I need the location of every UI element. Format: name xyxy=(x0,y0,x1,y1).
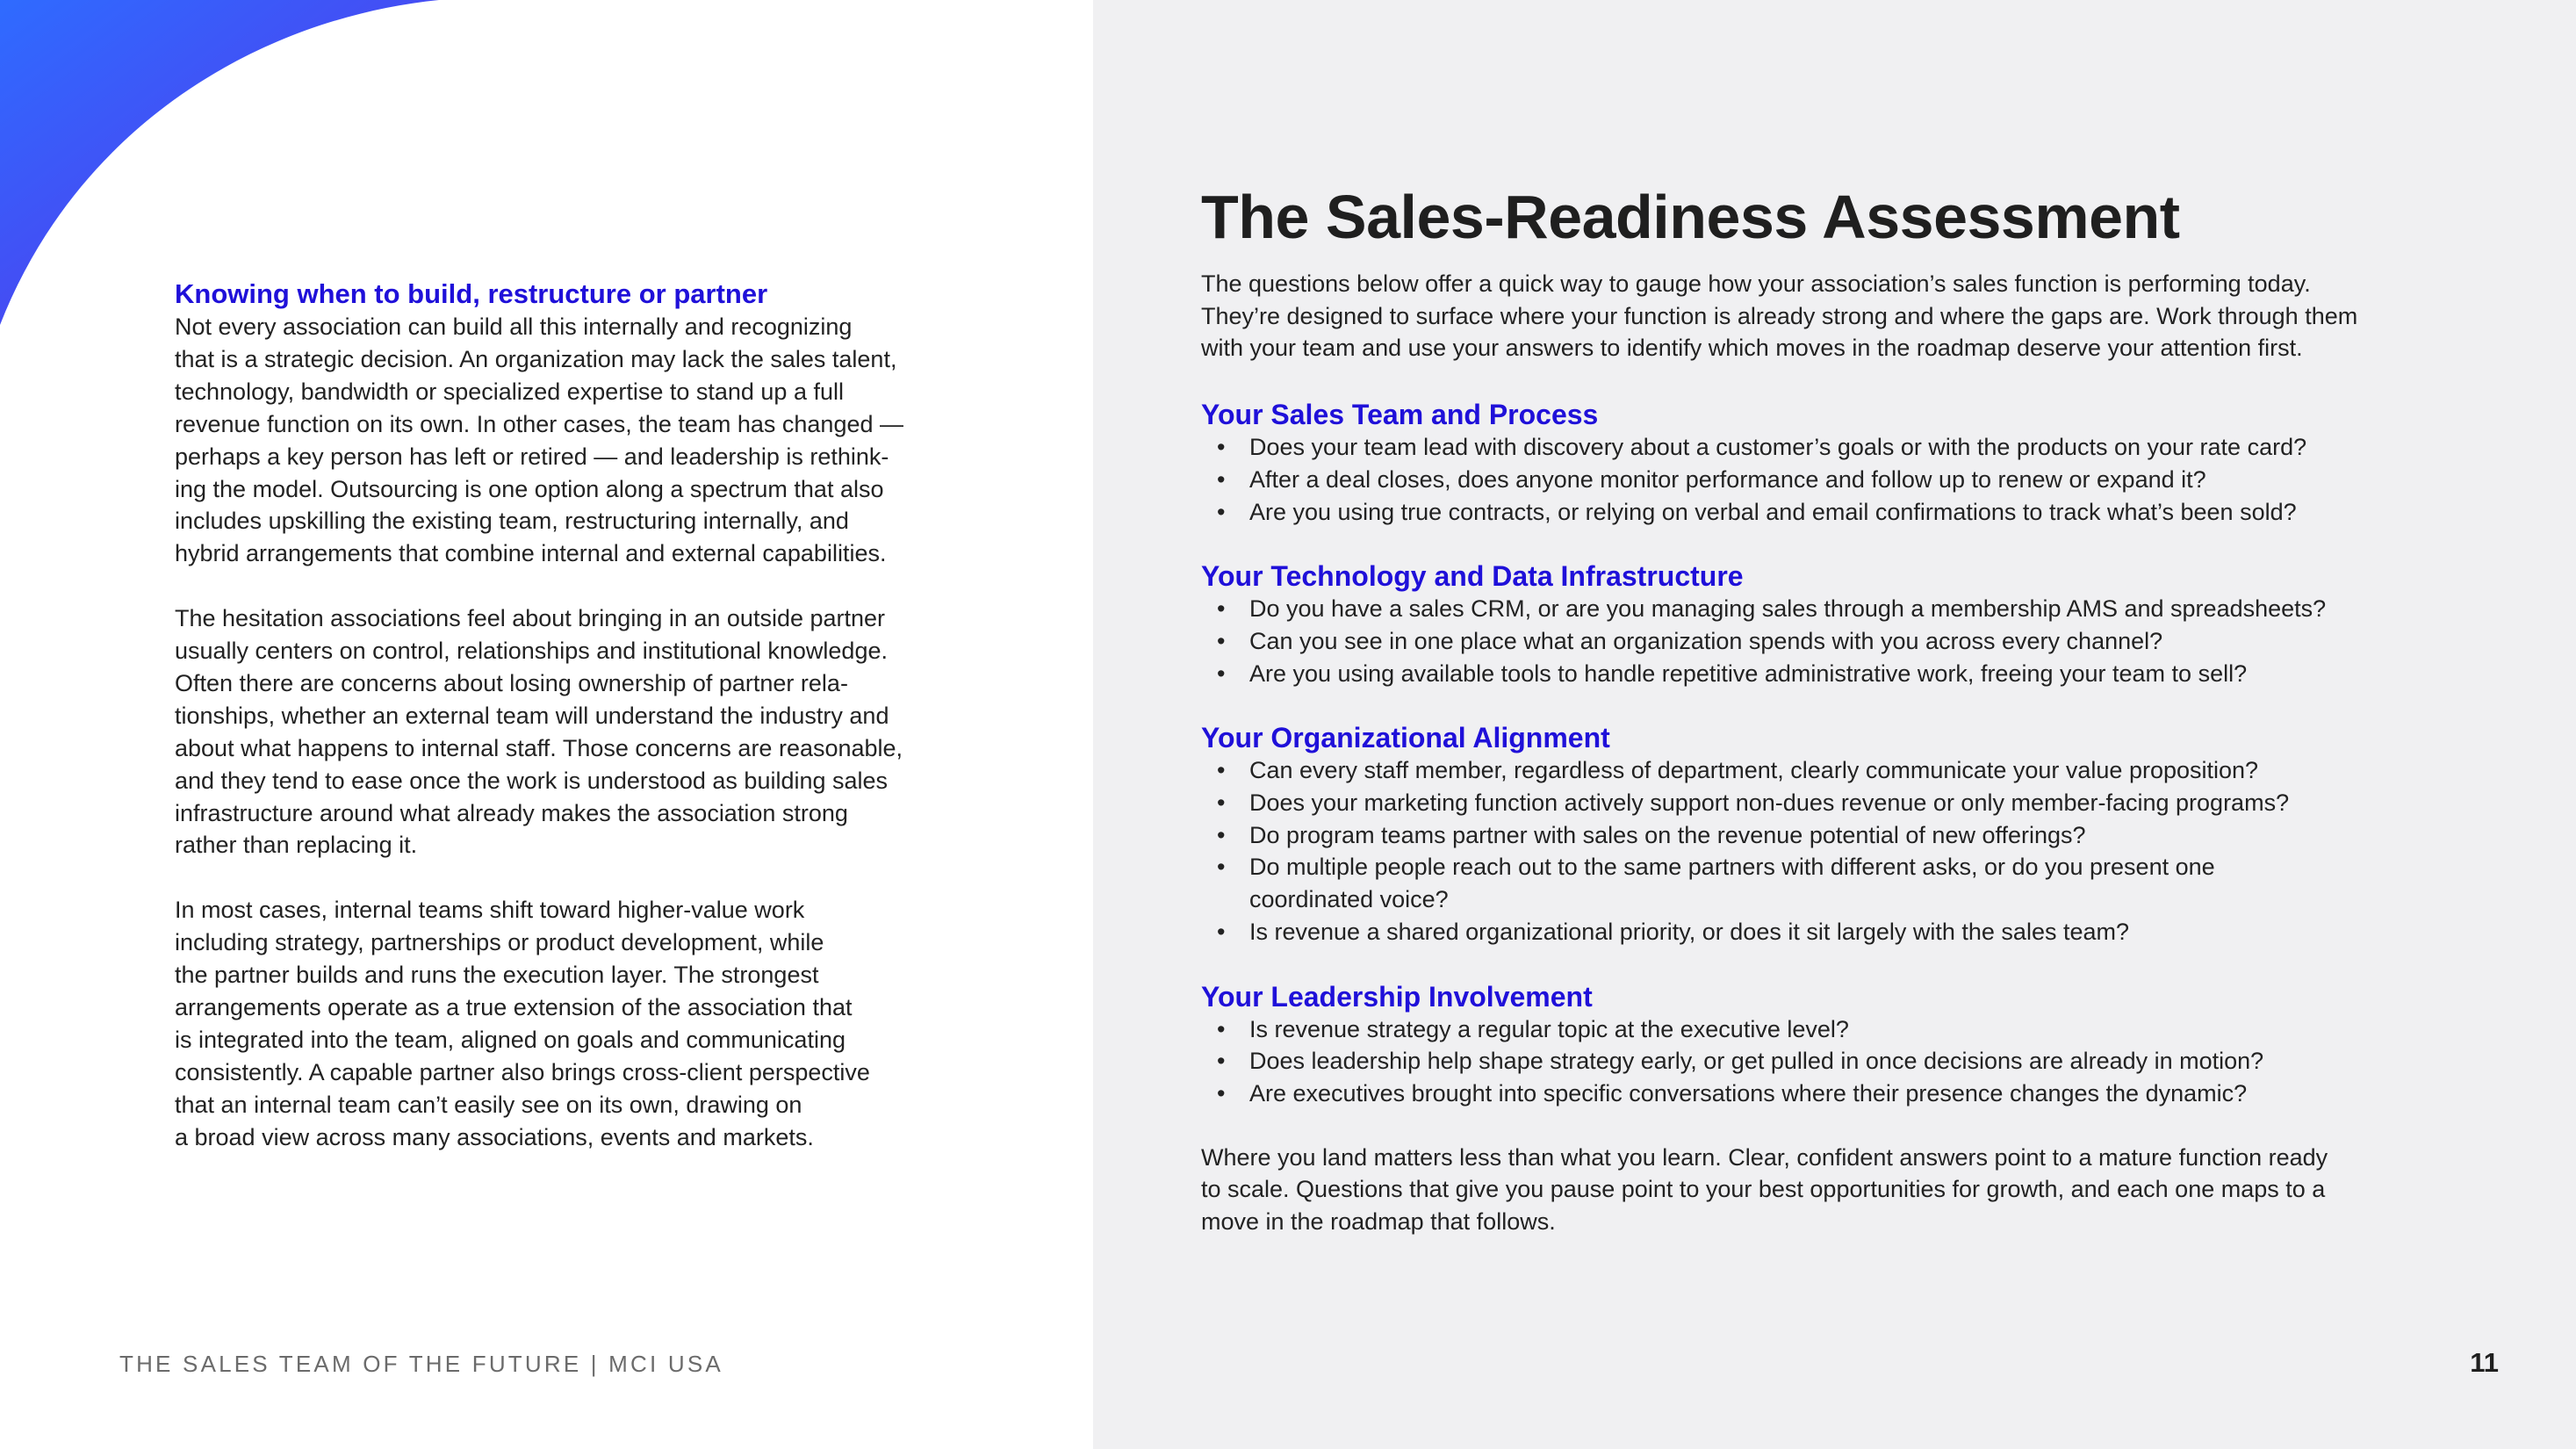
section-leadership xyxy=(1201,980,2457,1110)
bullet-icon: • xyxy=(1217,434,1226,461)
left-section-heading: Knowing when to build, restructure or partner xyxy=(175,278,768,309)
bullet-icon: • xyxy=(1217,1079,1226,1107)
bullet-icon: • xyxy=(1217,1048,1226,1075)
question-item xyxy=(1201,625,2457,658)
question-text: Are executives brought into specific conversations where their presence changes the dynamic? xyxy=(1249,1079,2248,1107)
assessment-column xyxy=(1201,180,2457,1238)
bullet-icon: • xyxy=(1217,627,1226,654)
question-list xyxy=(1201,431,2457,528)
intro-paragraph: The questions below offer a quick way to gauge how your association’s sales function is performing today. They’re designed to surface where your function is already strong and where the gaps are. Work through them with your team and use your answers to identify which moves in the roadmap deserve your attention first. xyxy=(1201,270,2358,362)
left-paragraph-2: The hesitation associations feel about bringing in an outside partner usually centers on control, relationships and institutional knowledge. Often there are concerns about losing ownership of partner rela- tionships, whether an external team will understand the industry and about what happens to internal staff. Those concerns are reasonable, and they tend to ease once the work is understood as building sales infrastructure around what already makes the association strong rather than replacing it. xyxy=(175,605,903,859)
question-text: Are you using available tools to handle repetitive administrative work, freeing your team to sell? xyxy=(1249,660,2248,687)
question-item xyxy=(1201,1078,2457,1110)
question-text: Does your team lead with discovery about a customer’s goals or with the products on your rate card? xyxy=(1249,434,2307,461)
section-organizational-alignment xyxy=(1201,721,2457,948)
question-item xyxy=(1201,1045,2457,1078)
question-item xyxy=(1201,819,2457,852)
question-list xyxy=(1201,1013,2457,1110)
closing-paragraph: Where you land matters less than what you learn. Clear, confident answers point to a mature function ready to scale. Questions that give you pause point to your best opportunities for growth, and each one maps to a move in the roadmap that follows. xyxy=(1201,1143,2328,1236)
question-item xyxy=(1201,787,2457,819)
left-column xyxy=(175,278,947,1186)
section-heading: Your Organizational Alignment xyxy=(1201,722,1610,754)
left-paragraph-3: In most cases, internal teams shift toward higher-value work including strategy, partnerships or product development, while the partner builds and runs the execution layer. The strongest arrangements operate as a true extension of the association that is integrated into the team, aligned on goals and communicating consistently. A capable partner also brings cross-client perspective that an internal team can’t easily see on its own, drawing on a broad view across many associations, events and markets. xyxy=(175,897,870,1150)
question-list xyxy=(1201,754,2457,948)
bullet-icon: • xyxy=(1217,465,1226,493)
section-heading: Your Technology and Data Infrastructure xyxy=(1201,560,1744,593)
question-text: Can you see in one place what an organization spends with you across every channel? xyxy=(1249,627,2163,654)
question-item xyxy=(1201,754,2457,787)
question-text: Can every staff member, regardless of department, clearly communicate your value proposition? xyxy=(1249,757,2259,784)
question-text: Do multiple people reach out to the same partners with different asks, or do you present one coordinated voice? xyxy=(1249,854,2215,913)
bullet-icon: • xyxy=(1217,789,1226,817)
question-item xyxy=(1201,464,2457,496)
section-sales-team xyxy=(1201,398,2457,528)
question-text: After a deal closes, does anyone monitor performance and follow up to renew or expand it? xyxy=(1249,465,2206,493)
question-text: Do you have a sales CRM, or are you managing sales through a membership AMS and spreadsheets? xyxy=(1249,595,2327,623)
question-text: Is revenue a shared organizational priority, or does it sit largely with the sales team? xyxy=(1249,918,2130,945)
question-text: Are you using true contracts, or relying on verbal and email confirmations to track what’s been sold? xyxy=(1249,498,2297,525)
question-text: Do program teams partner with sales on the revenue potential of new offerings? xyxy=(1249,821,2086,848)
left-panel xyxy=(0,0,1093,1449)
page-title: The Sales-Readiness Assessment xyxy=(1201,183,2180,251)
question-item xyxy=(1201,1013,2457,1046)
question-item xyxy=(1201,916,2457,948)
bullet-icon: • xyxy=(1217,498,1226,525)
question-item xyxy=(1201,851,2457,915)
question-list xyxy=(1201,593,2457,689)
bullet-icon: • xyxy=(1217,660,1226,687)
footer-publication-title: THE SALES TEAM OF THE FUTURE | MCI USA xyxy=(119,1351,723,1377)
bullet-icon: • xyxy=(1217,595,1226,623)
question-text: Is revenue strategy a regular topic at the executive level? xyxy=(1249,1015,1849,1042)
question-item xyxy=(1201,496,2457,529)
question-item xyxy=(1201,658,2457,690)
section-heading: Your Leadership Involvement xyxy=(1201,980,1593,1013)
left-paragraph-1: Not every association can build all this internally and recognizing that is a strategic decision. An organization may lack the sales talent, technology, bandwidth or specialized expertise to stand up a full revenue function on its own. In other cases, the team has changed — perhaps a key person has left or retired — and leadership is rethink- ing the model. Outsourcing is one option along a spectrum that also includes upskilling the existing team, restructuring internally, and hybrid arrangements that combine internal and external capabilities. xyxy=(175,314,903,567)
bullet-icon: • xyxy=(1217,757,1226,784)
question-item xyxy=(1201,593,2457,625)
question-text: Does leadership help shape strategy early, or get pulled in once decisions are already in motion? xyxy=(1249,1048,2264,1075)
question-item xyxy=(1201,431,2457,464)
page-number: 11 xyxy=(2470,1347,2499,1378)
bullet-icon: • xyxy=(1217,821,1226,848)
bullet-icon: • xyxy=(1217,1015,1226,1042)
bullet-icon: • xyxy=(1217,854,1226,881)
bullet-icon: • xyxy=(1217,918,1226,945)
section-heading: Your Sales Team and Process xyxy=(1201,399,1599,431)
question-text: Does your marketing function actively support non-dues revenue or only member-facing programs? xyxy=(1249,789,2290,817)
section-technology xyxy=(1201,559,2457,689)
